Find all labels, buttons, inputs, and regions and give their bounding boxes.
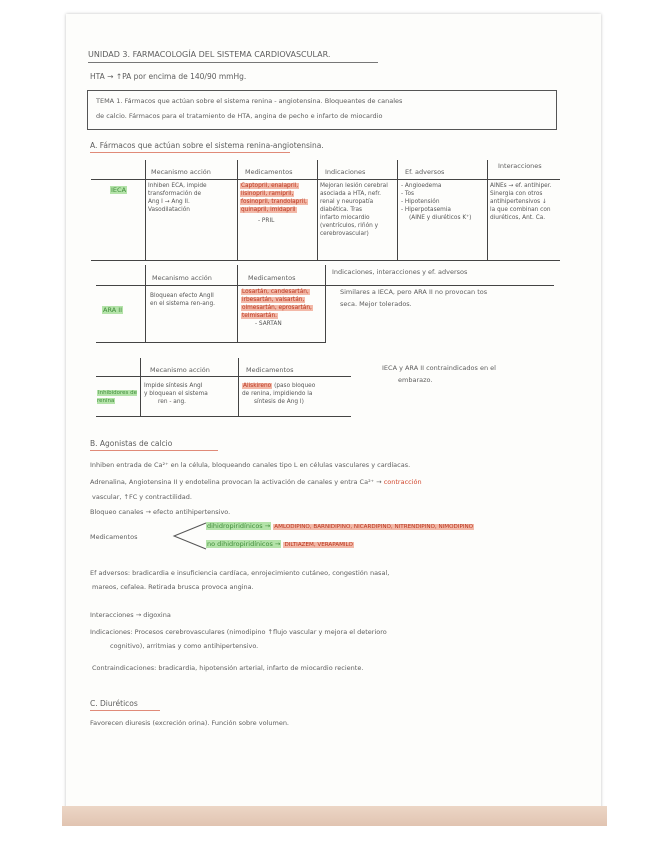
renin-header-drugs: Medicamentos [246, 366, 294, 374]
ieca-header-adverse: Ef. adversos [405, 168, 445, 176]
calcium-effects-line: vascular, ↑FC y contractilidad. [92, 493, 192, 501]
calcium-contraindications: Contraindicaciones: bradicardia, hipotensión arterial, infarto de miocardio reciente. [92, 664, 364, 672]
ieca-adverse-effects: - Angioedema - Tos - Hipotensión - Hiperpotasemia (AINE y diuréticos K⁺) [401, 183, 472, 221]
page-bottom-edge [62, 806, 607, 826]
ieca-header-mechanism: Mecanismo acción [151, 168, 211, 176]
notebook-page [66, 14, 601, 822]
ara-drugs: Losartán, candesartán, irbesartán, valsartán, olmesartán, eprosartán, telmisartán. - SARTAN [242, 289, 312, 327]
ara-row-label: ARA II [103, 306, 123, 314]
calcium-adverse-line-2: mareos, cefalea. Retirada brusca provoca angina. [92, 583, 254, 591]
channel-block-line: Bloqueo canales → efecto antihipertensivo. [90, 508, 231, 516]
ieca-drugs-suffix: - PRIL [258, 218, 275, 224]
ieca-header-indications: Indicaciones [325, 168, 366, 176]
aliskiren: Aliskireno [243, 383, 272, 389]
ara-notes: Similares a IECA, pero ARA II no provocan tos seca. Mejor tolerados. [340, 288, 488, 308]
ara-header-notes: Indicaciones, interacciones y ef. adversos [332, 268, 468, 276]
renin-row-label: Inhibidores de renina [97, 390, 138, 404]
ara-drugs-suffix: - SARTAN [255, 321, 282, 327]
meds-bracket-icon [170, 520, 210, 552]
section-a-underline [90, 152, 290, 153]
diuretics-line: Favorecen diuresis (excreción orina). Función sobre volumen. [90, 719, 289, 727]
contraction-highlight: contracción [383, 478, 422, 486]
ieca-drugs: Captopril, enalapril, lisinopril, ramipril, fosinopril, trandolapril, quinapril, imidapril - PRIL [241, 183, 307, 224]
renin-header-mechanism: Mecanismo acción [150, 366, 210, 374]
ieca-header-interactions: Interacciones [498, 162, 542, 170]
calcium-mechanism-line: Inhiben entrada de Ca²⁺ en la célula, bloqueando canales tipo L en células vasculares y cardíacas. [90, 461, 411, 469]
ieca-header-drugs: Medicamentos [245, 168, 293, 176]
non-dihydropyridine-row: no dihidropiridínicos → DILTIAZEM, VERAPAMILO [207, 540, 353, 548]
calcium-indications-line-2: cognitivo), arritmias y como antihipertensivo. [110, 642, 259, 650]
hta-definition: HTA → ↑PA por encima de 140/90 mmHg. [90, 72, 247, 81]
ara-mechanism: Bloquean efecto AngII en el sistema ren-ang. [150, 293, 215, 307]
section-c-title: C. Diuréticos [90, 699, 138, 708]
ara-header-drugs: Medicamentos [248, 274, 296, 282]
calcium-activation-line: Adrenalina, Angiotensina II y endotelina provocan la activación de canales y entra Ca²⁺ → contracción [90, 478, 422, 486]
section-a-title: A. Fármacos que actúan sobre el sistema renina-angiotensina. [90, 141, 324, 150]
ieca-indications: Mejoran lesión cerebral asociada a HTA, nefr. renal y neuropatía diabética. Tras infarto miocardio (ventrículos, riñón y cerebrovascular) [320, 183, 388, 237]
topic-line-2: de calcio. Fármacos para el tratamiento de HTA, angina de pecho e infarto de miocardio [96, 112, 383, 120]
calcium-adverse-line-1: Ef adversos: bradicardia e insuficiencia cardíaca, enrojecimiento cutáneo, congestión nasal, [90, 569, 390, 577]
section-b-title: B. Agonistas de calcio [90, 439, 173, 448]
unit-title-underline [88, 62, 378, 63]
renin-mechanism: Impide síntesis AngI y bloquean el sistema ren - ang. [144, 383, 208, 405]
section-c-underline [90, 710, 160, 711]
topic-line-1: TEMA 1. Fármacos que actúan sobre el sistema renina - angiotensina. Bloqueantes de canales [96, 97, 403, 105]
ieca-mechanism: Inhiben ECA, impide transformación de Ang I → Ang II. Vasodilatación [148, 183, 207, 213]
ieca-interactions: AINEs → ef. antihiper. Sinergia con otros antihipertensivos ↓ la que combinan con diuréticos, Ant. Ca. [490, 183, 552, 221]
renin-drugs: Aliskireno (paso bloqueo de renina, impidiendo la síntesis de Ang I) [242, 383, 316, 405]
calcium-interactions: Interacciones → digoxina [90, 611, 171, 619]
calcium-meds-label: Medicamentos [90, 533, 138, 541]
unit-title: UNIDAD 3. FARMACOLOGÍA DEL SISTEMA CARDIOVASCULAR. [88, 50, 331, 59]
ara-header-mechanism: Mecanismo acción [152, 274, 212, 282]
calcium-indications-line-1: Indicaciones: Procesos cerebrovasculares (nimodipino ↑flujo vascular y mejora el deterioro [90, 628, 387, 636]
section-b-underline [90, 450, 218, 451]
pregnancy-note: IECA y ARA II contraindicados en el embarazo. [382, 364, 496, 384]
ieca-row-label: IECA [111, 186, 127, 194]
dihydropyridine-row: dihidropiridínicos → AMLODIPINO, BARNIDIPINO, NICARDIPINO, NITRENDIPINO, NIMODIPINO [207, 522, 474, 530]
topic-box [87, 90, 557, 130]
